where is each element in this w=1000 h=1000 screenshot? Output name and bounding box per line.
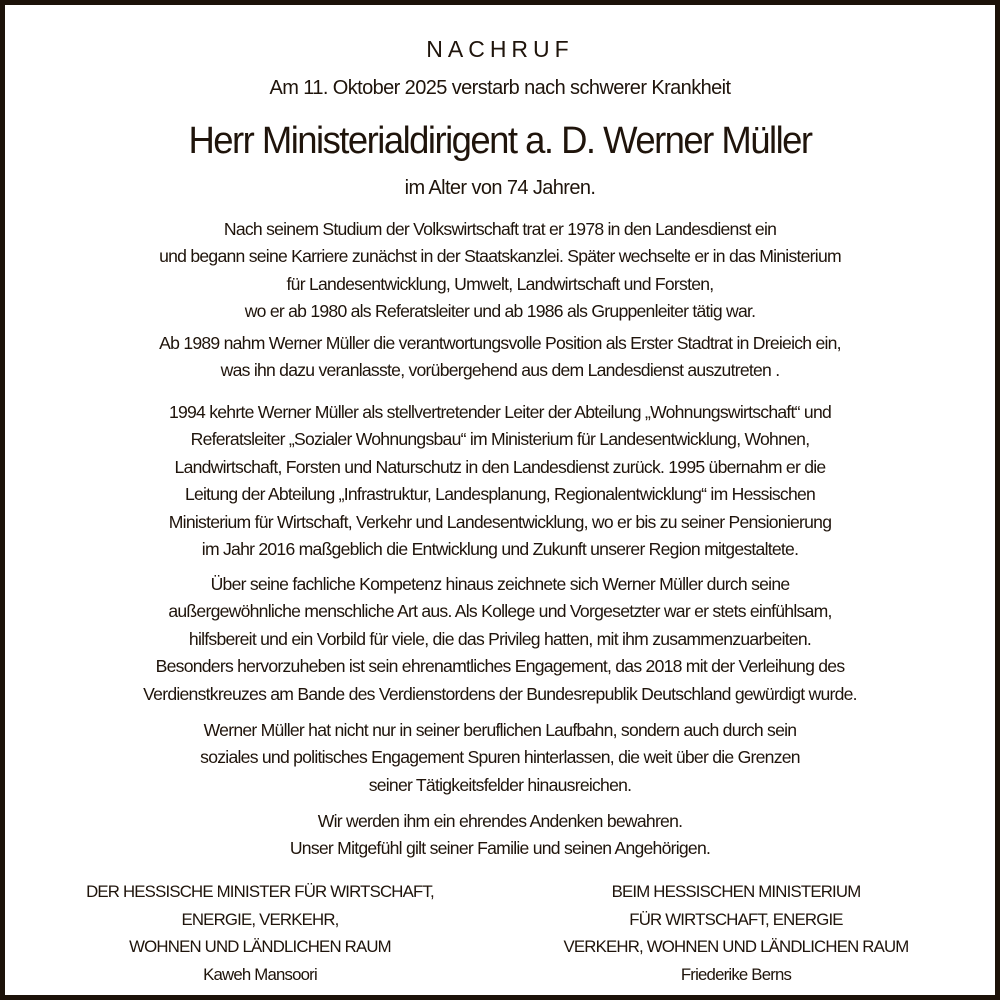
paragraph-line: und begann seine Karriere zunächst in der Staatskanzlei. Später wechselte er in das Ministerium	[159, 246, 841, 267]
paragraph-line: Unser Mitgefühl gilt seiner Familie und seinen Angehörigen.	[289, 838, 711, 859]
notice-intro: Am 11. Oktober 2025 verstarb nach schwerer Krankheit	[269, 77, 731, 99]
paragraph-dreieich	[5, 330, 995, 385]
signature-title-line: DER HESSISCHE MINISTER FÜR WIRTSCHAFT,	[86, 882, 434, 901]
signature-ministry-staff	[516, 878, 956, 988]
paragraph-line: im Jahr 2016 maßgeblich die Entwicklung und Zukunft unserer Region mitgestaltete.	[201, 539, 799, 560]
signature-title-line: VERKEHR, WOHNEN UND LÄNDLICHEN RAUM	[563, 937, 909, 956]
paragraph-line: Werner Müller hat nicht nur in seiner beruflichen Laufbahn, sondern auch durch sein	[203, 720, 797, 740]
paragraph-return	[5, 399, 995, 563]
paragraph-line: Über seine fachliche Kompetenz hinaus zeichnete sich Werner Müller durch seine	[210, 574, 790, 594]
paragraph-line: 1994 kehrte Werner Müller als stellvertretender Leiter der Abteilung „Wohnungswirtschaft“ und	[168, 402, 832, 422]
deceased-age: im Alter von 74 Jahren.	[404, 177, 596, 199]
deceased-name: Herr Ministerialdirigent a. D. Werner Müller	[188, 120, 812, 162]
notice-kicker: NACHRUF	[426, 36, 574, 62]
signature-title-line: ENERGIE, VERKEHR,	[181, 909, 339, 929]
paragraph-line: Verdienstkreuzes am Bande des Verdienstordens der Bundesrepublik Deutschland gewürdigt wurde.	[143, 683, 857, 704]
paragraph-line: Nach seinem Studium der Volkswirtschaft trat er 1978 in den Landesdienst ein	[223, 219, 777, 239]
paragraph-line: Referatsleiter „Sozialer Wohnungsbau“ im Ministerium für Landesentwicklung, Wohnen,	[190, 429, 810, 450]
paragraph-career-start	[5, 216, 995, 326]
paragraph-line: was ihn dazu veranlasste, vorübergehend aus dem Landesdienst auszutreten .	[220, 360, 780, 381]
paragraph-line: Ministerium für Wirtschaft, Verkehr und Landesentwicklung, wo er bis zu seiner Pensionierung	[168, 511, 832, 532]
paragraph-line: außergewöhnliche menschliche Art aus. Als Kollege und Vorgesetzter war er stets einfühlsam,	[168, 601, 832, 622]
signature-title-line: FÜR WIRTSCHAFT, ENERGIE	[629, 909, 843, 929]
signature-title-line: WOHNEN UND LÄNDLICHEN RAUM	[129, 937, 391, 956]
signature-title-line: BEIM HESSISCHEN MINISTERIUM	[611, 882, 861, 901]
paragraph-line: Besonders hervorzuheben ist sein ehrenamtliches Engagement, das 2018 mit der Verleihung des	[155, 656, 845, 677]
signature-minister	[40, 878, 480, 988]
paragraph-line: hilfsbereit und ein Vorbild für viele, die das Privileg hatten, mit ihm zusammenzuarbeiten.	[188, 628, 812, 649]
paragraph-line: für Landesentwicklung, Umwelt, Landwirtschaft und Forsten,	[286, 273, 714, 294]
paragraph-condolence	[5, 808, 995, 863]
signature-name: Friederike Berns	[680, 964, 792, 984]
paragraph-line: wo er ab 1980 als Referatsleiter und ab 1986 als Gruppenleiter tätig war.	[244, 301, 756, 322]
paragraph-character	[5, 571, 995, 708]
paragraph-legacy	[5, 717, 995, 799]
paragraph-line: seiner Tätigkeitsfelder hinausreichen.	[368, 774, 632, 795]
paragraph-line: Wir werden ihm ein ehrendes Andenken bewahren.	[317, 811, 683, 831]
paragraph-line: Landwirtschaft, Forsten und Naturschutz in den Landesdienst zurück. 1995 übernahm er die	[174, 456, 826, 477]
paragraph-line: soziales und politisches Engagement Spuren hinterlassen, die weit über die Grenzen	[200, 747, 800, 768]
paragraph-line: Ab 1989 nahm Werner Müller die verantwortungsvolle Position als Erster Stadtrat in Dreieich ein,	[159, 333, 841, 353]
paragraph-line: Leitung der Abteilung „Infrastruktur, Landesplanung, Regionalentwicklung“ im Hessischen	[184, 484, 816, 505]
signature-name: Kaweh Mansoori	[203, 964, 317, 984]
